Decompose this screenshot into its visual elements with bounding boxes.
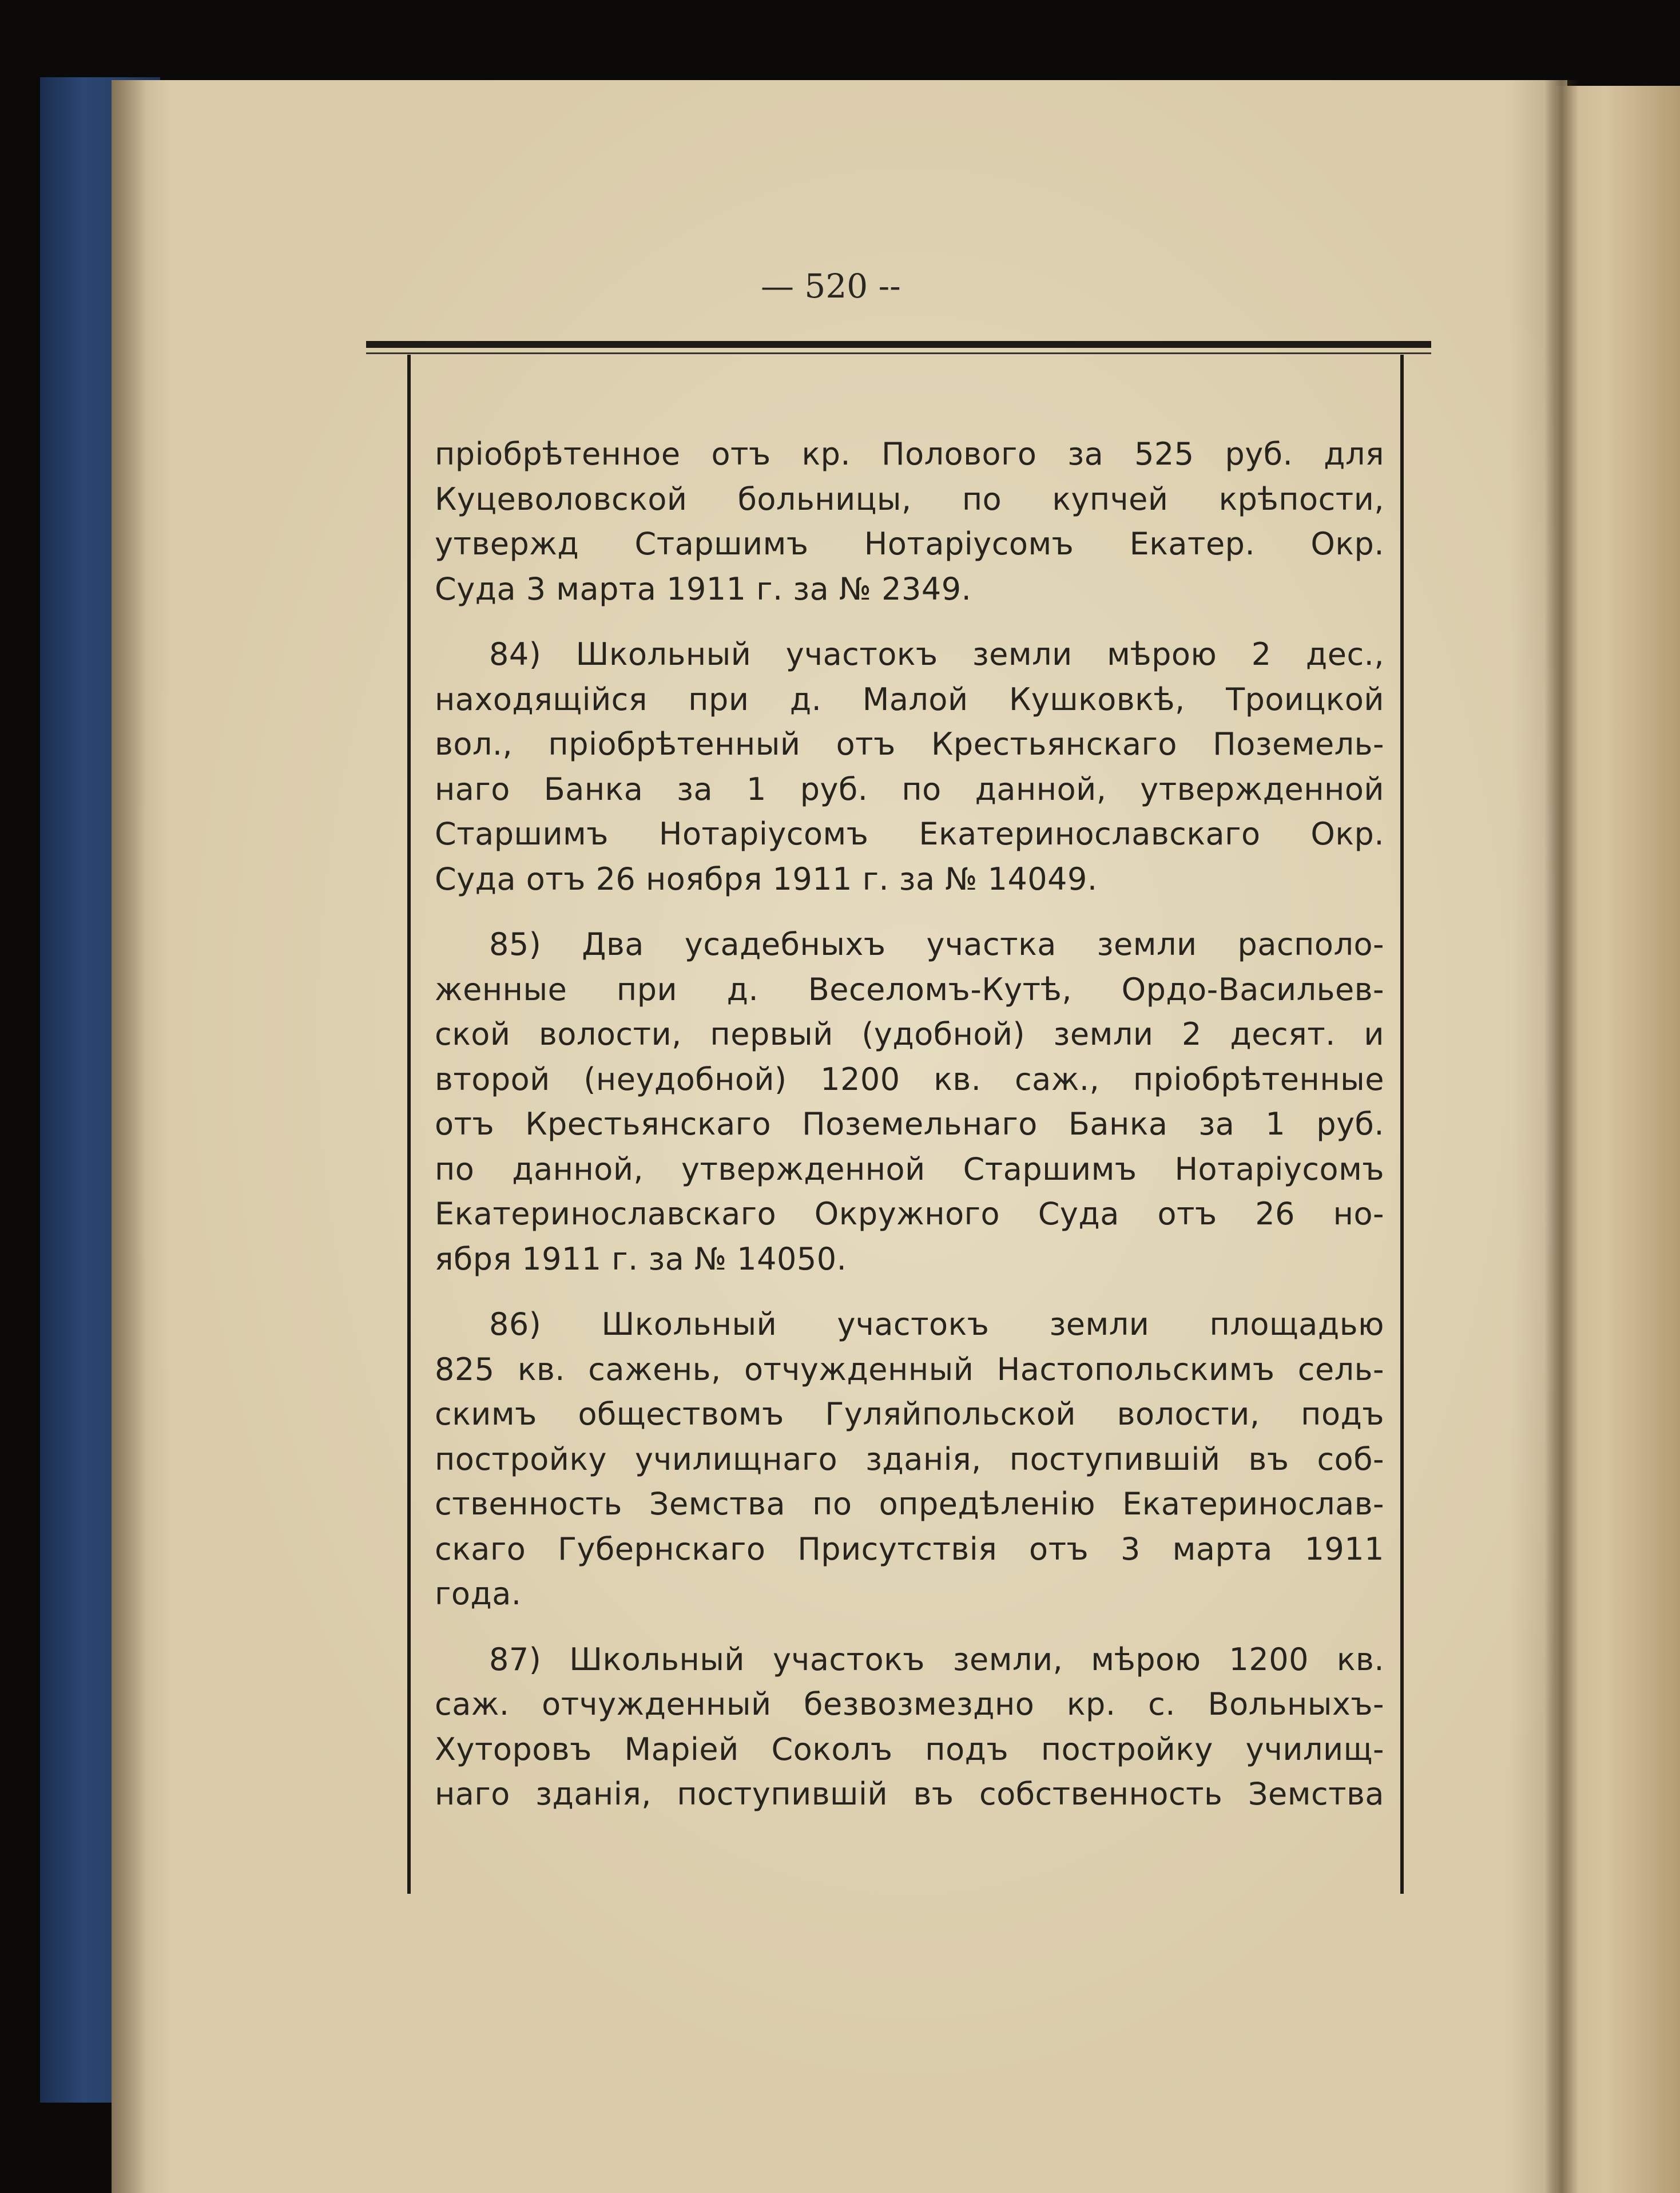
page-gutter-shadow bbox=[112, 80, 146, 2193]
text-line: отъ Крестьянскаго Поземельнаго Банка за 1 руб. bbox=[435, 1106, 1384, 1142]
text-line: наго Банка за 1 руб. по данной, утвержденной bbox=[435, 771, 1384, 807]
text-line: находящійся при д. Малой Кушковкѣ, Троицкой bbox=[435, 681, 1384, 717]
text-line: скимъ обществомъ Гуляйпольской волости, подъ bbox=[435, 1396, 1384, 1432]
text-line: 86) Школьный участокъ земли площадью bbox=[489, 1306, 1384, 1342]
paragraph-item-86 bbox=[435, 1302, 1384, 1617]
text-line: 825 кв. сажень, отчужденный Настопольскимъ сель- bbox=[435, 1351, 1384, 1387]
text-line: ября 1911 г. за № 14050. bbox=[435, 1240, 847, 1277]
text-line: утвержд Старшимъ Нотаріусомъ Екатер. Окр. bbox=[435, 526, 1384, 562]
text-line: года. bbox=[435, 1576, 522, 1612]
text-line: постройку училищнаго зданія, поступившій въ соб- bbox=[435, 1441, 1384, 1477]
text-line: Старшимъ Нотаріусомъ Екатеринославскаго Окр. bbox=[435, 816, 1384, 852]
text-line: ственность Земства по опредѣленію Екатеринослав- bbox=[435, 1486, 1384, 1522]
text-line: скаго Губернскаго Присутствія отъ 3 марта 1911 bbox=[435, 1530, 1384, 1567]
body-text bbox=[435, 432, 1384, 1838]
text-line: пріобрѣтенное отъ кр. Полового за 525 руб. для bbox=[435, 436, 1384, 472]
text-line: Куцеволовской больницы, по купчей крѣпости, bbox=[435, 481, 1384, 517]
text-line: Суда отъ 26 ноября 1911 г. за № 14049. bbox=[435, 860, 1098, 897]
text-line: 84) Школьный участокъ земли мѣрою 2 дес., bbox=[489, 636, 1384, 672]
text-line: 87) Школьный участокъ земли, мѣрою 1200 кв. bbox=[489, 1641, 1384, 1678]
text-line: наго зданія, поступившій въ собственность Земства bbox=[435, 1776, 1384, 1812]
text-line: женные при д. Веселомъ-Кутѣ, Ордо-Васильев- bbox=[435, 971, 1384, 1008]
text-line: второй (неудобной) 1200 кв. саж., пріобрѣтенные bbox=[435, 1061, 1384, 1097]
paragraph-item-84 bbox=[435, 632, 1384, 902]
header-rule-thin bbox=[366, 352, 1431, 354]
text-line: 85) Два усадебныхъ участка земли располо- bbox=[489, 926, 1384, 962]
left-margin-rule bbox=[407, 355, 411, 1894]
text-line: Екатеринославскаго Окружного Суда отъ 26 но- bbox=[435, 1196, 1384, 1232]
page-edge-shadow bbox=[1544, 80, 1579, 2193]
text-line: Хуторовъ Маріей Соколъ подъ постройку училищ- bbox=[435, 1731, 1384, 1767]
paragraph-item-85 bbox=[435, 922, 1384, 1282]
text-line: по данной, утвержденной Старшимъ Нотаріусомъ bbox=[435, 1151, 1384, 1187]
text-line: вол., пріобрѣтенный отъ Крестьянскаго Поземель- bbox=[435, 726, 1384, 762]
page-number: — 520 -- bbox=[761, 267, 901, 306]
paragraph-item-87 bbox=[435, 1637, 1384, 1817]
text-line: саж. отчужденный безвозмездно кр. с. Вольныхъ- bbox=[435, 1686, 1384, 1722]
text-line: ской волости, первый (удобной) земли 2 десят. и bbox=[435, 1016, 1384, 1052]
header-rule-thick bbox=[366, 341, 1431, 348]
text-line: Суда 3 марта 1911 г. за № 2349. bbox=[435, 570, 972, 607]
paragraph-continuation bbox=[435, 432, 1384, 612]
right-margin-rule bbox=[1400, 355, 1404, 1894]
